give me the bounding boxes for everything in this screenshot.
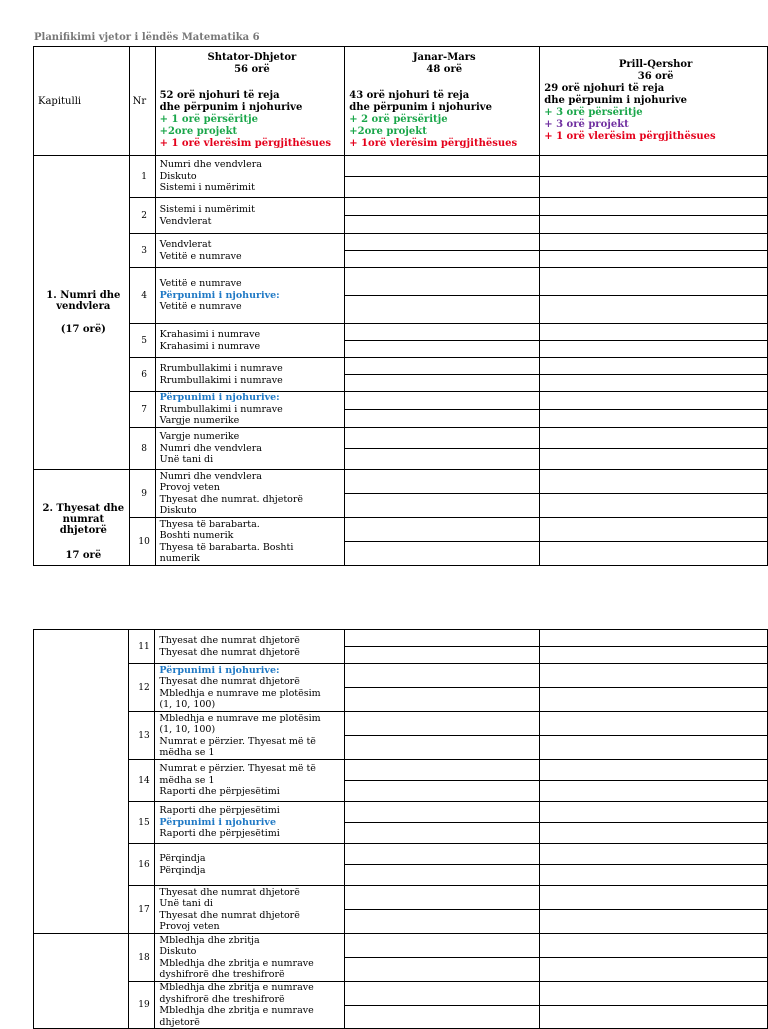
lesson-line: Numri dhe vendvlera	[159, 470, 262, 482]
lesson-row	[34, 802, 768, 823]
lesson-line: Raporti dhe përpjesëtimi	[159, 805, 280, 817]
lesson-highlight-line: Përpunimi i njohurive:	[159, 289, 280, 301]
lesson-row	[34, 664, 768, 688]
lesson-row	[34, 712, 768, 736]
lesson-line: Unë tani di	[159, 898, 213, 909]
lesson-topics	[155, 712, 345, 760]
chapter-title: 2. Thyesat dhe numrat dhjetorë	[42, 503, 125, 536]
lesson-line: Vendvlerat	[159, 215, 212, 227]
term-2-detail-line: +2ore projekt	[349, 126, 427, 137]
lesson-topics	[155, 428, 345, 470]
header-term-3	[540, 47, 768, 156]
empty-plan-cell-term-3	[540, 823, 768, 844]
lesson-line: Sistemi i numërimit	[159, 182, 255, 194]
lesson-line: Vargje numerike	[159, 415, 240, 427]
term-3-detail-line: 29 orë njohuri të reja	[544, 83, 665, 94]
empty-plan-cell-term-2	[345, 470, 540, 494]
lesson-topics	[155, 934, 345, 982]
lesson-line: Përqindja	[159, 864, 206, 876]
lesson-line: Mbledhja e numrave me plotësim	[159, 687, 321, 699]
empty-plan-cell-term-3	[540, 958, 768, 982]
term-2-hours: 48 orë	[426, 64, 463, 75]
document-title: Planifikimi vjetor i lëndës Matematika 6	[34, 32, 260, 43]
header-nr: Nr	[129, 47, 155, 156]
lesson-line: Boshti numerik	[159, 530, 234, 541]
empty-plan-cell-term-3	[540, 251, 768, 268]
empty-plan-cell-term-3	[540, 268, 768, 296]
term-1-detail-line: +2ore projekt	[159, 126, 238, 137]
lesson-line: Diskuto	[159, 170, 197, 182]
empty-plan-cell-term-2	[345, 1005, 540, 1029]
empty-plan-cell-term-3	[540, 410, 768, 428]
lesson-topics	[155, 844, 345, 886]
lesson-row	[34, 982, 768, 1006]
empty-plan-cell-term-2	[345, 296, 540, 324]
empty-plan-cell-term-2	[345, 630, 540, 647]
empty-plan-cell-term-2	[345, 886, 540, 910]
empty-plan-cell-term-2	[345, 958, 540, 982]
lesson-row	[34, 392, 768, 410]
empty-plan-cell-term-3	[540, 844, 768, 865]
empty-plan-cell-term-2	[345, 844, 540, 865]
lesson-line: dyshifrorë dhe treshifrorë	[159, 969, 285, 980]
lesson-line: Thyesa të barabarta.	[159, 518, 260, 530]
chapter-hours: (17 orë)	[60, 324, 106, 335]
lesson-topics	[155, 802, 345, 844]
lesson-line: Numri dhe vendvlera	[159, 159, 262, 171]
lesson-line: Raporti dhe përpjesëtimi	[159, 828, 280, 840]
plan-table-page-1	[33, 46, 768, 566]
chapter-cell	[34, 934, 129, 1029]
lesson-number: 10	[129, 518, 155, 566]
empty-plan-cell-term-3	[540, 375, 768, 392]
lesson-line: Krahasimi i numrave	[159, 329, 261, 340]
empty-plan-cell-term-3	[540, 934, 768, 958]
lesson-line: Rrumbullakimi i numrave	[159, 363, 283, 374]
header-term-2	[345, 47, 540, 156]
lesson-row	[34, 156, 768, 177]
lesson-highlight-line: Përpunimi i njohurive	[159, 816, 276, 828]
empty-plan-cell-term-3	[540, 910, 768, 934]
term-1-detail-line: + 1 orë vlerësim përgjithësues	[159, 138, 331, 149]
lesson-row	[34, 630, 768, 647]
lesson-number: 2	[129, 198, 155, 234]
lesson-topics	[155, 156, 345, 198]
term-1-name: Shtator-Dhjetor	[207, 52, 297, 63]
lesson-topics	[155, 518, 345, 566]
term-2-name: Janar-Mars	[412, 52, 476, 63]
empty-plan-cell-term-3	[540, 1005, 768, 1029]
lesson-number: 17	[129, 886, 155, 934]
lesson-topics	[155, 234, 345, 268]
empty-plan-cell-term-2	[345, 781, 540, 802]
lesson-topics	[155, 358, 345, 392]
empty-plan-cell-term-2	[345, 177, 540, 198]
lesson-line: Diskuto	[159, 505, 197, 516]
lesson-row	[34, 760, 768, 781]
lesson-line: Rrumbullakimi i numrave	[159, 403, 283, 415]
empty-plan-cell-term-2	[345, 410, 540, 428]
lesson-row	[34, 358, 768, 375]
empty-plan-cell-term-2	[345, 542, 540, 566]
lesson-line: mëdha se 1	[159, 774, 215, 786]
lesson-line: Sistemi i numërimit	[159, 204, 255, 215]
term-2-detail-line: + 1orë vlerësim përgjithësues	[349, 138, 518, 149]
lesson-number: 8	[129, 428, 155, 470]
term-1-hours: 56 orë	[234, 64, 270, 75]
lesson-number: 19	[129, 982, 155, 1029]
lesson-topics	[155, 760, 345, 802]
empty-plan-cell-term-3	[540, 341, 768, 358]
chapter-cell	[34, 630, 129, 934]
empty-plan-cell-term-2	[345, 865, 540, 886]
lesson-line: Vetitë e numrave	[159, 278, 242, 290]
lesson-number: 6	[129, 358, 155, 392]
empty-plan-cell-term-2	[345, 358, 540, 375]
empty-plan-cell-term-2	[345, 234, 540, 251]
lesson-row	[34, 934, 768, 958]
empty-plan-cell-term-2	[345, 428, 540, 449]
term-1-detail-line: dhe përpunim i njohurive	[159, 102, 303, 113]
lesson-row	[34, 844, 768, 865]
chapter-hours: 17 orë	[65, 550, 102, 561]
lesson-row	[34, 324, 768, 341]
header-row	[34, 47, 768, 156]
lesson-number: 12	[129, 664, 155, 712]
lesson-number: 15	[129, 802, 155, 844]
empty-plan-cell-term-3	[540, 664, 768, 688]
empty-plan-cell-term-3	[540, 781, 768, 802]
lesson-line: Thyesat dhe numrat dhjetorë	[159, 909, 300, 921]
lesson-line: numerik	[159, 553, 200, 564]
lesson-line: Unë tani di	[159, 454, 214, 466]
lesson-number: 4	[129, 268, 155, 324]
lesson-line: Thyesat dhe numrat dhjetorë	[159, 635, 300, 646]
empty-plan-cell-term-3	[540, 647, 768, 664]
lesson-line: Mbledhja e numrave me plotësim	[159, 712, 321, 724]
lesson-line: Vetitë e numrave	[159, 301, 242, 313]
lesson-row	[34, 886, 768, 910]
term-3-detail-line: dhe përpunim i njohurive	[544, 95, 687, 106]
empty-plan-cell-term-2	[345, 494, 540, 518]
empty-plan-cell-term-3	[540, 324, 768, 341]
lesson-line: Thyesat dhe numrat dhjetorë	[159, 646, 300, 658]
empty-plan-cell-term-3	[540, 865, 768, 886]
term-3-detail-line: + 3 orë projekt	[544, 119, 629, 130]
empty-plan-cell-term-2	[345, 216, 540, 234]
lesson-number: 1	[129, 156, 155, 198]
lesson-topics	[155, 470, 345, 518]
lesson-line: Mbledhja dhe zbritja	[159, 934, 260, 946]
lesson-highlight-line: Përpunimi i njohurive:	[159, 392, 280, 404]
empty-plan-cell-term-3	[540, 802, 768, 823]
empty-plan-cell-term-3	[540, 392, 768, 410]
empty-plan-cell-term-2	[345, 982, 540, 1006]
lesson-line: Thyesa të barabarta. Boshti	[159, 541, 294, 553]
lesson-row	[34, 268, 768, 296]
lesson-line: Numri dhe vendvlera	[159, 442, 262, 454]
empty-plan-cell-term-3	[540, 494, 768, 518]
lesson-topics	[155, 664, 345, 712]
lesson-line: Mbledhja dhe zbritja e numrave	[159, 982, 314, 993]
term-2-detail-line: + 2 orë përsëritje	[349, 114, 448, 125]
empty-plan-cell-term-2	[345, 688, 540, 712]
lesson-line: Provoj veten	[159, 482, 220, 493]
empty-plan-cell-term-3	[540, 542, 768, 566]
empty-plan-cell-term-3	[540, 156, 768, 177]
lesson-highlight-line: Përpunimi i njohurive:	[159, 664, 280, 676]
lesson-line: (1, 10, 100)	[159, 724, 216, 735]
term-3-detail-line: + 3 orë përsëritje	[544, 107, 643, 118]
lesson-line: Numrat e përzier. Thyesat më të	[159, 735, 316, 747]
empty-plan-cell-term-2	[345, 910, 540, 934]
plan-table-page-2	[33, 629, 768, 1029]
empty-plan-cell-term-3	[540, 358, 768, 375]
empty-plan-cell-term-2	[345, 664, 540, 688]
empty-plan-cell-term-2	[345, 375, 540, 392]
lesson-line: mëdha se 1	[159, 747, 215, 758]
empty-plan-cell-term-2	[345, 760, 540, 781]
lesson-row	[34, 518, 768, 542]
lesson-line: dhjetorë	[159, 1016, 200, 1028]
lesson-row	[34, 198, 768, 216]
lesson-number: 16	[129, 844, 155, 886]
lesson-number: 3	[129, 234, 155, 268]
empty-plan-cell-term-3	[540, 296, 768, 324]
empty-plan-cell-term-2	[345, 647, 540, 664]
lesson-line: Provoj veten	[159, 921, 220, 932]
empty-plan-cell-term-2	[345, 802, 540, 823]
lesson-line: Thyesat dhe numrat dhjetorë	[159, 676, 300, 687]
empty-plan-cell-term-3	[540, 449, 768, 470]
lesson-row	[34, 428, 768, 449]
term-2-detail-line: 43 orë njohuri të reja	[349, 90, 470, 101]
empty-plan-cell-term-3	[540, 198, 768, 216]
lesson-line: Numrat e përzier. Thyesat më të	[159, 763, 316, 775]
lesson-line: Thyesat dhe numrat. dhjetorë	[159, 493, 304, 505]
lesson-topics	[155, 198, 345, 234]
empty-plan-cell-term-3	[540, 470, 768, 494]
empty-plan-cell-term-3	[540, 712, 768, 736]
lesson-topics	[155, 630, 345, 664]
lesson-line: Vetitë e numrave	[159, 250, 242, 262]
empty-plan-cell-term-3	[540, 216, 768, 234]
empty-plan-cell-term-3	[540, 630, 768, 647]
empty-plan-cell-term-3	[540, 518, 768, 542]
lesson-line: Raporti dhe përpjesëtimi	[159, 786, 280, 798]
lesson-row	[34, 234, 768, 251]
chapter-cell	[34, 470, 130, 566]
lesson-line: Rrumbullakimi i numrave	[159, 374, 283, 386]
empty-plan-cell-term-2	[345, 251, 540, 268]
empty-plan-cell-term-2	[345, 268, 540, 296]
lesson-number: 11	[129, 630, 155, 664]
empty-plan-cell-term-3	[540, 177, 768, 198]
lesson-line: Thyesat dhe numrat dhjetorë	[159, 886, 300, 898]
empty-plan-cell-term-2	[345, 449, 540, 470]
lesson-number: 13	[129, 712, 155, 760]
empty-plan-cell-term-2	[345, 736, 540, 760]
lesson-topics	[155, 324, 345, 358]
empty-plan-cell-term-2	[345, 392, 540, 410]
empty-plan-cell-term-3	[540, 982, 768, 1006]
lesson-number: 9	[129, 470, 155, 518]
term-3-hours: 36 orë	[637, 71, 674, 82]
chapter-cell	[34, 156, 130, 470]
empty-plan-cell-term-2	[345, 324, 540, 341]
lesson-line: Krahasimi i numrave	[159, 340, 261, 352]
lesson-line: Diskuto	[159, 946, 197, 957]
empty-plan-cell-term-3	[540, 688, 768, 712]
empty-plan-cell-term-2	[345, 156, 540, 177]
term-1-detail-line: 52 orë njohuri të reja	[159, 90, 280, 101]
chapter-title: 1. Numri dhe vendvlera	[46, 290, 121, 312]
lesson-line: Përqindja	[159, 853, 206, 864]
lesson-row	[34, 470, 768, 494]
lesson-number: 5	[129, 324, 155, 358]
lesson-line: Mbledhja dhe zbritja e numrave	[159, 1005, 314, 1016]
lesson-number: 18	[129, 934, 155, 982]
term-3-name: Prill-Qershor	[618, 59, 693, 70]
term-1-detail-line: + 1 orë përsëritje	[159, 114, 258, 125]
header-kapitulli: Kapitulli	[34, 47, 130, 156]
lesson-topics	[155, 268, 345, 324]
lesson-line: Mbledhja dhe zbritja e numrave	[159, 957, 314, 969]
lesson-topics	[155, 392, 345, 428]
empty-plan-cell-term-2	[345, 341, 540, 358]
lesson-topics	[155, 886, 345, 934]
lesson-number: 14	[129, 760, 155, 802]
term-2-detail-line: dhe përpunim i njohurive	[349, 102, 492, 113]
empty-plan-cell-term-2	[345, 712, 540, 736]
lesson-line: (1, 10, 100)	[159, 699, 216, 710]
empty-plan-cell-term-2	[345, 198, 540, 216]
lesson-line: dyshifrorë dhe treshifrorë	[159, 993, 285, 1005]
lesson-topics	[155, 982, 345, 1029]
lesson-line: Vargje numerike	[159, 431, 240, 443]
empty-plan-cell-term-2	[345, 934, 540, 958]
empty-plan-cell-term-3	[540, 886, 768, 910]
lesson-line: Vendvlerat	[159, 239, 212, 250]
lesson-number: 7	[129, 392, 155, 428]
header-term-1	[155, 47, 345, 156]
empty-plan-cell-term-2	[345, 518, 540, 542]
empty-plan-cell-term-3	[540, 428, 768, 449]
empty-plan-cell-term-3	[540, 736, 768, 760]
term-3-detail-line: + 1 orë vlerësim përgjithësues	[544, 131, 716, 142]
empty-plan-cell-term-2	[345, 823, 540, 844]
empty-plan-cell-term-3	[540, 234, 768, 251]
empty-plan-cell-term-3	[540, 760, 768, 781]
